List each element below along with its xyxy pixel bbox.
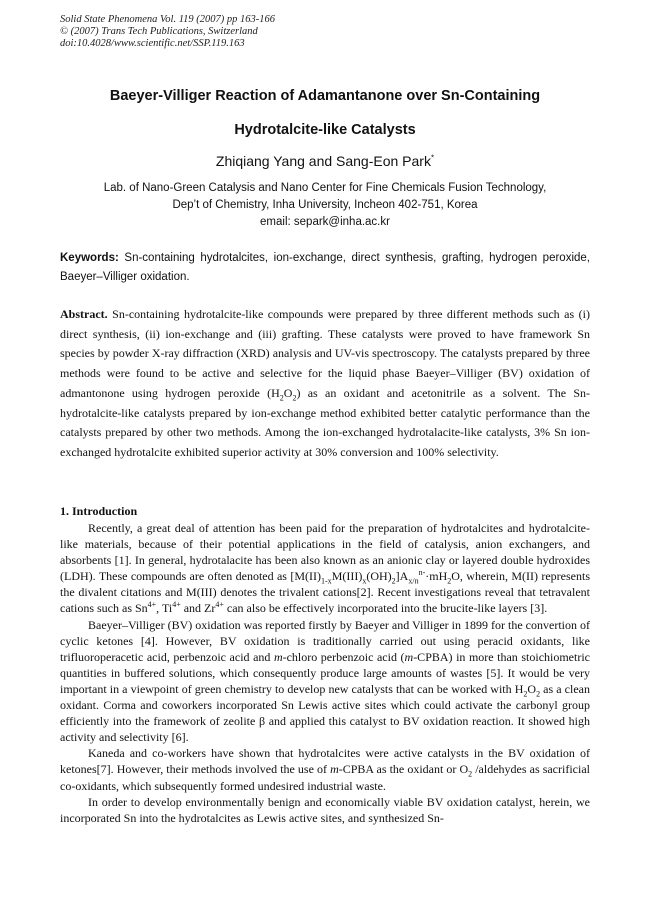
subscript: 1-x: [321, 576, 332, 586]
text-run: -CPBA) in more than stoichiometric quantities in buffered solutions, which consequently produce large amounts of wastes [5]. It would be very important in a viewpoint of green chemistry to develop new catalysts that can be worked with H: [60, 649, 590, 696]
introduction-body: [60, 520, 590, 826]
italic-run: m: [404, 649, 414, 664]
abstract-text-2: ) as an oxidant and acetonitrile as a solvent. The Sn-hydrotalcite-like catalysts prepared by ion-exchange method exhibited better catalytic performance than the catalysts prepared by other two methods. Among the ion-exchanged hydrotalacite-like catalysts, 3% Sn ion-exchanged hydrotalcite exhibited superior activity at 30% conversion and 100% selectivity.: [60, 385, 590, 459]
subscript: x: [362, 576, 367, 586]
text-run: ·mH: [425, 569, 448, 584]
keywords-block: [60, 249, 590, 287]
abstract-block: [60, 305, 590, 463]
paper-title-line-1: Baeyer-Villiger Reaction of Adamantanone over Sn-Containing: [109, 88, 541, 104]
text-run: O: [527, 681, 537, 696]
doi-line: doi:10.4028/www.scientific.net/SSP.119.163: [60, 38, 245, 49]
text-run: /aldehydes as sacrificial co-oxidants, which subsequently formed undesired industrial waste.: [60, 762, 590, 793]
paper-title-line-2: Hydrotalcite-like Catalysts: [234, 122, 416, 138]
subscript: 2: [447, 576, 452, 586]
text-run: can also be effectively incorporated into the brucite-like layers [3].: [223, 601, 548, 616]
affiliation-line-1: Lab. of Nano-Green Catalysis and Nano Center for Fine Chemicals Fusion Technology,: [103, 182, 547, 194]
affiliation: [60, 180, 590, 231]
text-run: (OH): [366, 569, 392, 584]
keywords-text: Sn-containing hydrotalcites, ion-exchange, direct synthesis, grafting, hydrogen peroxide, Baeyer–Villiger oxidation.: [60, 252, 590, 283]
text-run: M(III): [331, 569, 363, 584]
text-run: and Zr: [180, 601, 216, 616]
text-run: Baeyer–Villiger (BV) oxidation was reported firstly by Baeyer and Villiger in 1899 for the convertion of cyclic ketones [4]. However, BV oxidation is traditionally carried out using peracid oxidants, like trifluoroperacetic acid, perbenzoic acid and: [60, 617, 590, 664]
text-run: In order to develop environmentally benign and economically viable BV oxidation catalyst, herein, we incorporated Sn into the hydrotalcites as Lewis active sites, and synthesized Sn-: [60, 794, 590, 825]
text-run: -CPBA as the oxidant or O: [338, 762, 469, 777]
journal-citation: Solid State Phenomena Vol. 119 (2007) pp 163-166: [60, 14, 276, 25]
corresponding-author-marker: *: [430, 153, 435, 163]
copyright-line: © (2007) Trans Tech Publications, Switzerland: [60, 26, 258, 37]
text-run: ]A: [395, 569, 409, 584]
superscript: 4+: [215, 600, 224, 610]
author-email: email: separk@inha.ac.kr: [260, 216, 390, 228]
subscript: 2: [391, 576, 396, 586]
text-run: as a clean oxidant. Corma and coworkers incorporated Sn Lewis active sites which could activate the carbonyl group efficiently into the framework of zeolite β and applied this catalyst to BV oxidation reaction. It showed high activity and selectivity [6].: [60, 681, 590, 745]
subscript: 2: [523, 689, 528, 699]
abstract-text-1: Sn-containing hydrotalcite-like compounds were prepared by three different methods such as (i) direct synthesis, (ii) ion-exchange and (iii) grafting. These catalysts were proved to have framework Sn species by powder X-ray diffraction (XRD) analysis and UV-vis spectroscopy. The catalysts prepared by three methods were found to be active and selective for the liquid phase Baeyer–Villiger (BV) oxidation of admantonone using hydrogen peroxide (H: [60, 307, 591, 400]
text-run: O, wherein, M(II) represents the divalent citations and M(III) denotes the trivalent cations[2]. Recent investigations reveal that tetravalent cations such as Sn: [60, 569, 590, 616]
text-run: , Ti: [156, 601, 173, 616]
keywords-label: Keywords:: [60, 252, 119, 264]
subscript: 2: [468, 769, 473, 779]
affiliation-line-2: Dep’t of Chemistry, Inha University, Incheon 402-751, Korea: [172, 199, 478, 211]
subscript: 2: [279, 393, 284, 403]
subscript: x/n: [408, 576, 419, 586]
intro-paragraph-3: [60, 745, 590, 793]
section-heading-introduction: 1. Introduction: [60, 504, 138, 518]
journal-header: [60, 14, 275, 50]
text-run: -chloro perbenzoic acid (: [282, 649, 405, 664]
italic-run: m: [330, 762, 339, 777]
subscript: 2: [536, 689, 541, 699]
subscript: 2: [292, 393, 297, 403]
author-names: Zhiqiang Yang and Sang-Eon Park: [215, 153, 431, 169]
superscript: 4+: [147, 600, 157, 610]
text-run: Kaneda and co-workers have shown that hydrotalcites were active catalysts in the BV oxidation of ketones[7]. However, their methods involved the use of: [60, 746, 590, 777]
text-run: Recently, a great deal of attention has been paid for the preparation of hydrotalcites and hydrotalcite-like materials, because of their potential applications in the field of catalysis, anion exchangers, and absorbents [1]. In general, hydrotalacite has been also known as an anionic clay or layered double hydroxides (LDH). These compounds are often denoted as [M(II): [60, 521, 590, 584]
abstract-formula-text: O: [283, 385, 293, 400]
abstract-label: Abstract.: [60, 307, 108, 321]
superscript: 4+: [172, 600, 181, 610]
italic-run: m: [273, 649, 283, 664]
superscript: n-: [418, 568, 426, 578]
intro-paragraph-2: [60, 617, 590, 746]
author-list: [60, 152, 590, 170]
intro-paragraph-4: [60, 794, 590, 826]
intro-paragraph-1: [60, 520, 590, 617]
